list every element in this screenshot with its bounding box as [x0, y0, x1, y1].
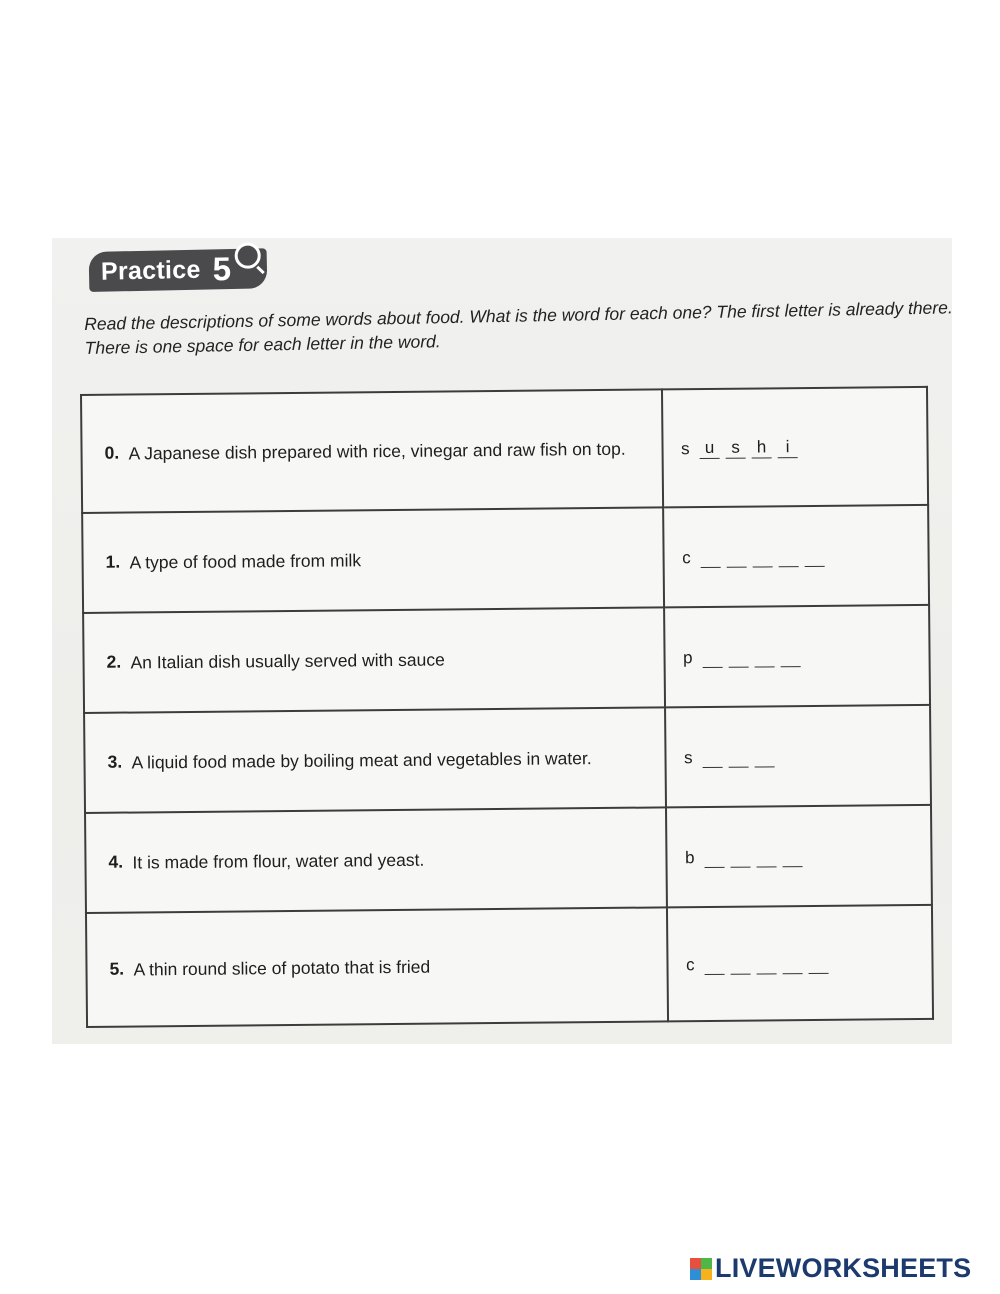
first-letter: s	[683, 747, 693, 767]
letter-blank[interactable]	[704, 953, 724, 974]
letter-blank: i	[777, 437, 797, 458]
question-number: 1.	[105, 551, 121, 572]
letter-blank[interactable]	[756, 846, 776, 867]
liveworksheets-logo	[690, 1253, 971, 1284]
question-cell	[84, 707, 665, 813]
question-row	[86, 905, 933, 1027]
question-row	[82, 505, 929, 613]
question-cell	[81, 389, 663, 513]
letter-blank: s	[725, 437, 745, 458]
question-text: An Italian dish usually served with sauce	[130, 649, 445, 673]
letter-blank[interactable]	[730, 846, 750, 867]
question-text: A liquid food made by boiling meat and vegetables in water.	[131, 748, 592, 773]
question-text: A Japanese dish prepared with rice, vinegar and raw fish on top.	[128, 438, 626, 464]
letter-blank[interactable]	[702, 746, 722, 767]
answer-cell	[664, 605, 930, 708]
question-row	[83, 605, 930, 713]
exercise-table	[80, 386, 934, 1028]
brand-name: LIVEWORKSHEETS	[715, 1253, 972, 1283]
letter-blank[interactable]	[754, 646, 774, 667]
letter-blank[interactable]	[808, 952, 828, 973]
question-number: 0.	[104, 442, 120, 463]
letter-blank[interactable]	[805, 545, 825, 566]
banner-number: 5	[212, 250, 232, 288]
question-cell	[82, 507, 663, 613]
question-number: 5.	[109, 958, 125, 979]
first-letter: s	[681, 438, 690, 458]
question-row	[81, 387, 928, 513]
letter-blank[interactable]	[782, 846, 802, 867]
question-cell	[83, 607, 664, 713]
question-text: A type of food made from milk	[129, 550, 362, 573]
magnifier-icon	[234, 242, 261, 269]
question-row	[85, 805, 932, 913]
logo-square-blue	[690, 1269, 701, 1280]
first-letter: b	[684, 847, 695, 867]
practice-banner	[89, 248, 268, 292]
letter-blank[interactable]	[782, 953, 802, 974]
letter-blank[interactable]	[754, 746, 774, 767]
first-letter: c	[685, 954, 695, 974]
question-cell	[85, 807, 666, 913]
question-text: A thin round slice of potato that is fried	[133, 956, 431, 980]
logo-square-green	[701, 1258, 712, 1269]
letter-blank[interactable]	[701, 546, 721, 567]
answer-cell	[667, 905, 934, 1022]
answer-cell	[665, 705, 931, 808]
question-number: 2.	[106, 651, 122, 672]
question-cell	[86, 907, 668, 1027]
letter-blank[interactable]	[730, 953, 750, 974]
letter-blank[interactable]	[756, 953, 776, 974]
letter-blank[interactable]	[704, 846, 724, 867]
answer-cell	[666, 805, 932, 908]
question-number: 3.	[107, 751, 123, 772]
question-row	[84, 705, 931, 813]
letter-blank[interactable]	[702, 646, 722, 667]
logo-square-red	[690, 1258, 701, 1269]
instructions-text: Read the descriptions of some words about food. What is the word for each one? The first letter is already there. There is one space for each letter in the word.	[84, 297, 953, 358]
letter-blank: h	[751, 437, 771, 458]
answer-cell	[662, 387, 929, 508]
first-letter: c	[682, 547, 691, 567]
letter-blank[interactable]	[728, 646, 748, 667]
letter-blank[interactable]	[779, 546, 799, 567]
answer-cell	[663, 505, 929, 608]
banner-title: Practice	[100, 255, 201, 286]
letter-blank: u	[699, 437, 719, 458]
liveworksheets-logo-icon	[690, 1258, 712, 1280]
letter-blank[interactable]	[728, 746, 748, 767]
first-letter: p	[683, 647, 693, 667]
question-text: It is made from flour, water and yeast.	[132, 849, 425, 873]
letter-blank[interactable]	[780, 646, 800, 667]
letter-blank[interactable]	[727, 546, 747, 567]
logo-square-yellow	[701, 1269, 712, 1280]
letter-blank[interactable]	[753, 546, 773, 567]
question-number: 4.	[108, 851, 124, 872]
